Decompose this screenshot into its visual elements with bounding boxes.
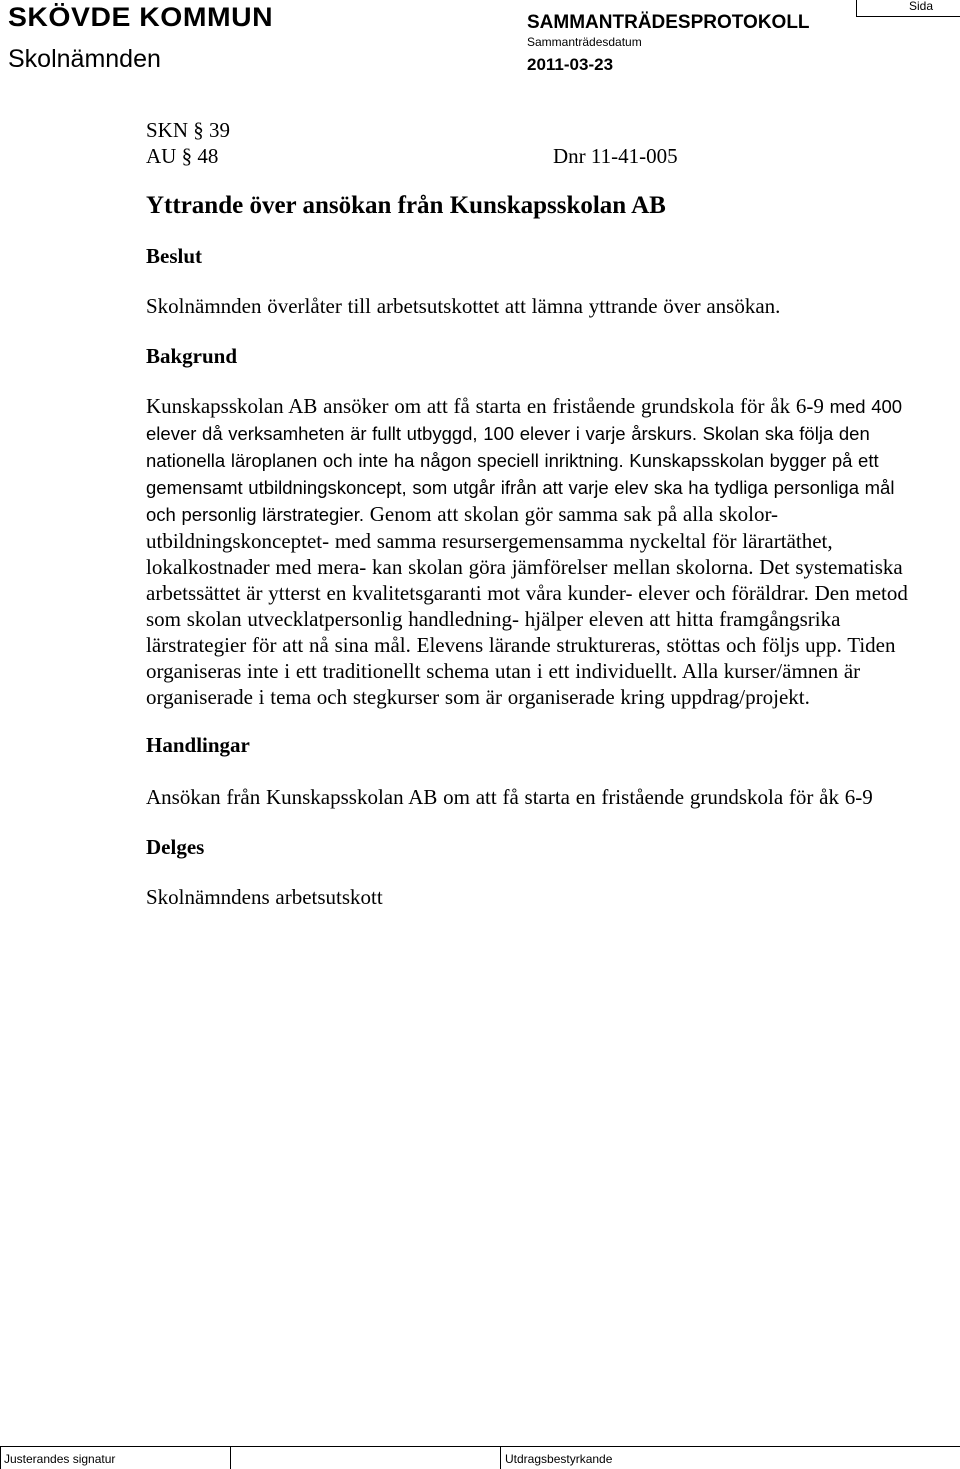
case-ref-au — [146, 143, 916, 169]
document-title: Yttrande över ansökan från Kunskapsskolan AB — [146, 192, 666, 219]
skn-number: SKN § 39 — [146, 118, 231, 142]
page-number-box — [856, 0, 960, 17]
bakgrund-text-part-1: Kunskapsskolan AB ansöker om att få starta en fristående grundskola för åk 6-9 — [146, 394, 824, 418]
handlingar-heading: Handlingar — [146, 733, 250, 757]
bakgrund-text-part-3: Genom att skolan gör samma sak på alla skolor-utbildningskonceptet- med samma resursergemensamma nyckeltal för lärartäthet, lokalkostnader med mera- kan skolan göra jämförelser mellan skolorna. Det systematiska arbetssättet är ytterst en kvalitetsgaranti mot våra kunder- elever och föräldrar. Den metod som skolan utvecklatpersonlig handledning- hjälper eleven att hitta framgångsrika lärstrategier för att nå sina mål. Elevens lärande struktureras, stöttas och följs upp. Tiden organiseras inte i ett traditionellt schema utan i ett individuellt. Alla kurser/ämnen är organiserade i tema och stegkurser som är organiserade kring uppdrag/projekt. — [146, 502, 908, 709]
meeting-date: 2011-03-23 — [527, 55, 614, 74]
diary-number: Dnr 11-41-005 — [553, 144, 678, 168]
beslut-heading: Beslut — [146, 244, 203, 268]
page-label: Sida — [908, 0, 933, 13]
footer-divider — [500, 1447, 501, 1469]
beslut-text: Skolnämnden överlåter till arbetsutskottet att lämna yttrande över ansökan. — [146, 294, 781, 318]
bakgrund-heading: Bakgrund — [146, 344, 238, 368]
au-number: AU § 48 — [146, 144, 219, 168]
document-body — [146, 117, 916, 910]
footer-divider — [0, 1447, 1, 1469]
delges-text: Skolnämndens arbetsutskott — [146, 885, 383, 909]
bakgrund-text-part-2: med 400 elever då verksamheten är fullt utbyggd, 100 elever i varje årskurs. Skolan ska följa den nationella läroplanen och inte ha någon speciell inriktning. Kunskapsskolan bygger på ett gemensamt utbildningskoncept, som utgår ifrån att varje elev ska ha tydliga personliga mål och personlig lärstrategier. — [146, 396, 903, 525]
board-name: Skolnämnden — [8, 45, 161, 73]
protocol-title: SAMMANTRÄDESPROTOKOLL — [527, 12, 810, 33]
delges-heading: Delges — [146, 835, 205, 859]
case-ref-skn — [146, 117, 916, 143]
handlingar-text: Ansökan från Kunskapsskolan AB om att få starta en fristående grundskola för åk 6-9 — [146, 785, 873, 809]
meeting-date-label: Sammanträdesdatum — [527, 35, 642, 49]
signature-footer — [0, 1446, 960, 1469]
bakgrund-text — [146, 393, 916, 710]
extract-label: Utdragsbestyrkande — [505, 1452, 613, 1466]
footer-divider — [230, 1447, 231, 1469]
organization-logo: SKÖVDE KOMMUN — [8, 2, 274, 32]
signature-label: Justerandes signatur — [4, 1452, 116, 1466]
